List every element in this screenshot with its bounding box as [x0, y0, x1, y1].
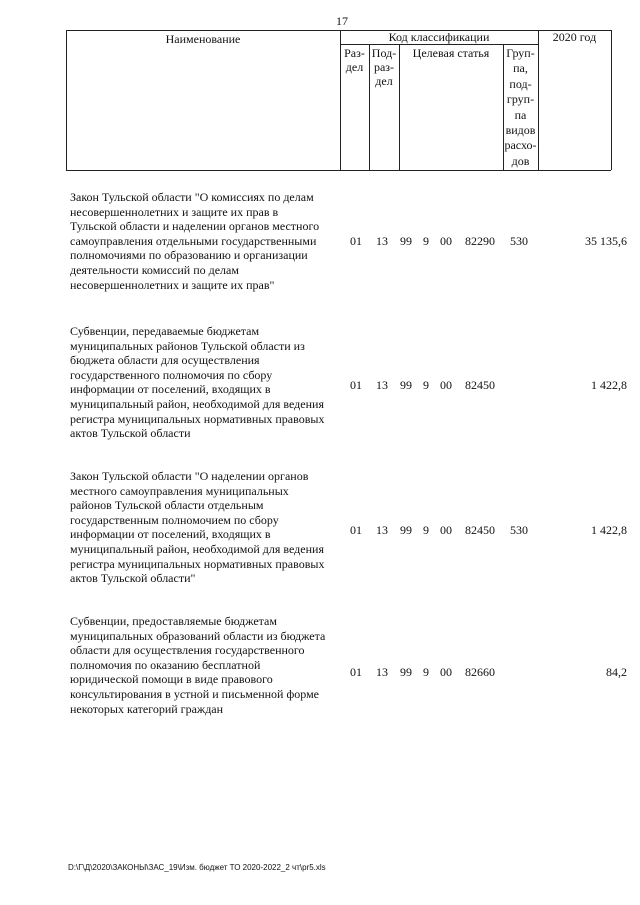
header-vid-line: Груп- — [506, 46, 535, 60]
row-vid: 530 — [510, 523, 528, 537]
row-podrazdel: 13 — [376, 523, 388, 537]
row-name-line: юридической помощи в виде правового — [70, 672, 273, 687]
header-year: 2020 год — [552, 30, 597, 44]
row-name-line: Субвенции, предоставляемые бюджетам — [70, 614, 277, 628]
row-name-line: муниципальный район, необходимой для ведения — [70, 541, 324, 556]
row-name-line: муниципальных образований области из бюджета — [70, 628, 326, 643]
row-razdel: 01 — [350, 665, 362, 679]
row-razdel: 01 — [350, 234, 362, 248]
header-target: Целевая статья — [412, 46, 490, 60]
row-target-direction: 82660 — [465, 665, 495, 679]
header-vid-line: под- — [509, 76, 532, 91]
header-podrazdel-line: раз- — [373, 60, 395, 74]
row-name-line: информации от поселений, входящих в — [70, 382, 271, 397]
row-target-program: 99 — [400, 665, 412, 679]
header-podrazdel-line: Под- — [371, 46, 397, 60]
row-target-direction: 82450 — [465, 523, 495, 537]
row-name-line: некоторых категорий граждан — [70, 701, 224, 716]
header-razdel-line: Раз- — [344, 46, 365, 60]
table-header — [66, 30, 611, 170]
row-target-direction: 82450 — [465, 378, 495, 392]
row-target-main-event: 00 — [440, 523, 452, 537]
row-target-subprogram: 9 — [423, 234, 429, 248]
row-podrazdel: 13 — [376, 665, 388, 679]
header-razdel — [340, 46, 369, 74]
row-target-subprogram: 9 — [423, 665, 429, 679]
file-path-footer: D:\Г\Д\2020\ЗАКОНЫ\ЗАС_19\Изм. бюджет ТО 2020-2022_2 чт\pr5.xls — [68, 863, 326, 872]
row-name — [70, 469, 350, 586]
row-razdel: 01 — [350, 523, 362, 537]
row-amount: 1 422,8 — [591, 523, 627, 537]
row-name-line: актов Тульской области — [70, 426, 191, 441]
header-vid-line: дов — [511, 153, 530, 168]
row-amount: 35 135,6 — [585, 234, 627, 248]
header-podrazdel — [369, 46, 399, 88]
row-name-line: бюджета области для осуществления — [70, 353, 260, 368]
row-target-program: 99 — [400, 378, 412, 392]
header-code-group: Код классификации — [388, 30, 490, 44]
row-name — [70, 614, 350, 716]
row-name — [70, 190, 350, 292]
header-vid-line: па — [514, 107, 527, 122]
row-vid: 530 — [510, 234, 528, 248]
row-name-line: области для осуществления государственного — [70, 643, 305, 658]
header-vid-line: расхо- — [504, 138, 537, 153]
row-name-line: актов Тульской области" — [70, 571, 196, 586]
row-target-subprogram: 9 — [423, 378, 429, 392]
row-target-main-event: 00 — [440, 665, 452, 679]
row-name-line: деятельности комиссий по делам — [70, 262, 239, 277]
row-name-line: консультирования в устной и письменной форме — [70, 686, 319, 701]
row-amount: 1 422,8 — [591, 378, 627, 392]
header-razdel-line: дел — [345, 60, 364, 74]
row-target-program: 99 — [400, 523, 412, 537]
row-name-line: регистра муниципальных нормативных правовых — [70, 411, 325, 426]
header-vid-line: па, — [513, 61, 528, 76]
header-vid-line: видов — [505, 123, 536, 138]
row-target-direction: 82290 — [465, 234, 495, 248]
row-podrazdel: 13 — [376, 378, 388, 392]
row-name-line: муниципальный район, необходимой для ведения — [70, 396, 324, 411]
header-name: Наименование — [165, 32, 241, 46]
row-amount: 84,2 — [606, 665, 627, 679]
row-name-line: Закон Тульской области "О комиссиях по делам — [70, 190, 314, 204]
row-target-main-event: 00 — [440, 378, 452, 392]
row-target-subprogram: 9 — [423, 523, 429, 537]
header-podrazdel-line: дел — [375, 74, 393, 88]
page-number: 17 — [336, 14, 348, 28]
row-target-main-event: 00 — [440, 234, 452, 248]
row-name-line: полномочиями по образованию и организации — [70, 248, 308, 263]
row-name-line: самоуправления отдельными государственными — [70, 233, 317, 248]
row-name-line: информации от поселений, входящих в — [70, 527, 271, 542]
row-name-line: Закон Тульской области "О наделении органов — [70, 469, 309, 483]
row-name-line: государственным полномочием по сбору — [70, 512, 279, 527]
row-name-line: несовершеннолетних и защите их прав в — [70, 204, 279, 219]
header-vid-line: груп- — [506, 92, 535, 107]
row-name-line: государственного полномочия по сбору — [70, 367, 273, 382]
row-name-line: несовершеннолетних и защите их прав" — [70, 277, 275, 292]
row-name — [70, 324, 350, 441]
row-podrazdel: 13 — [376, 234, 388, 248]
row-name-line: регистра муниципальных нормативных правовых — [70, 556, 325, 571]
row-name-line: местного самоуправления муниципальных — [70, 483, 289, 498]
row-name-line: районов Тульской области отдельным — [70, 498, 264, 513]
row-name-line: Субвенции, передаваемые бюджетам — [70, 324, 260, 338]
row-name-line: муниципальных районов Тульской области из — [70, 338, 305, 353]
row-target-program: 99 — [400, 234, 412, 248]
row-name-line: Тульской области и наделении органов местного — [70, 219, 320, 234]
header-vid — [503, 46, 538, 169]
row-name-line: полномочия по оказанию бесплатной — [70, 657, 261, 672]
row-razdel: 01 — [350, 378, 362, 392]
